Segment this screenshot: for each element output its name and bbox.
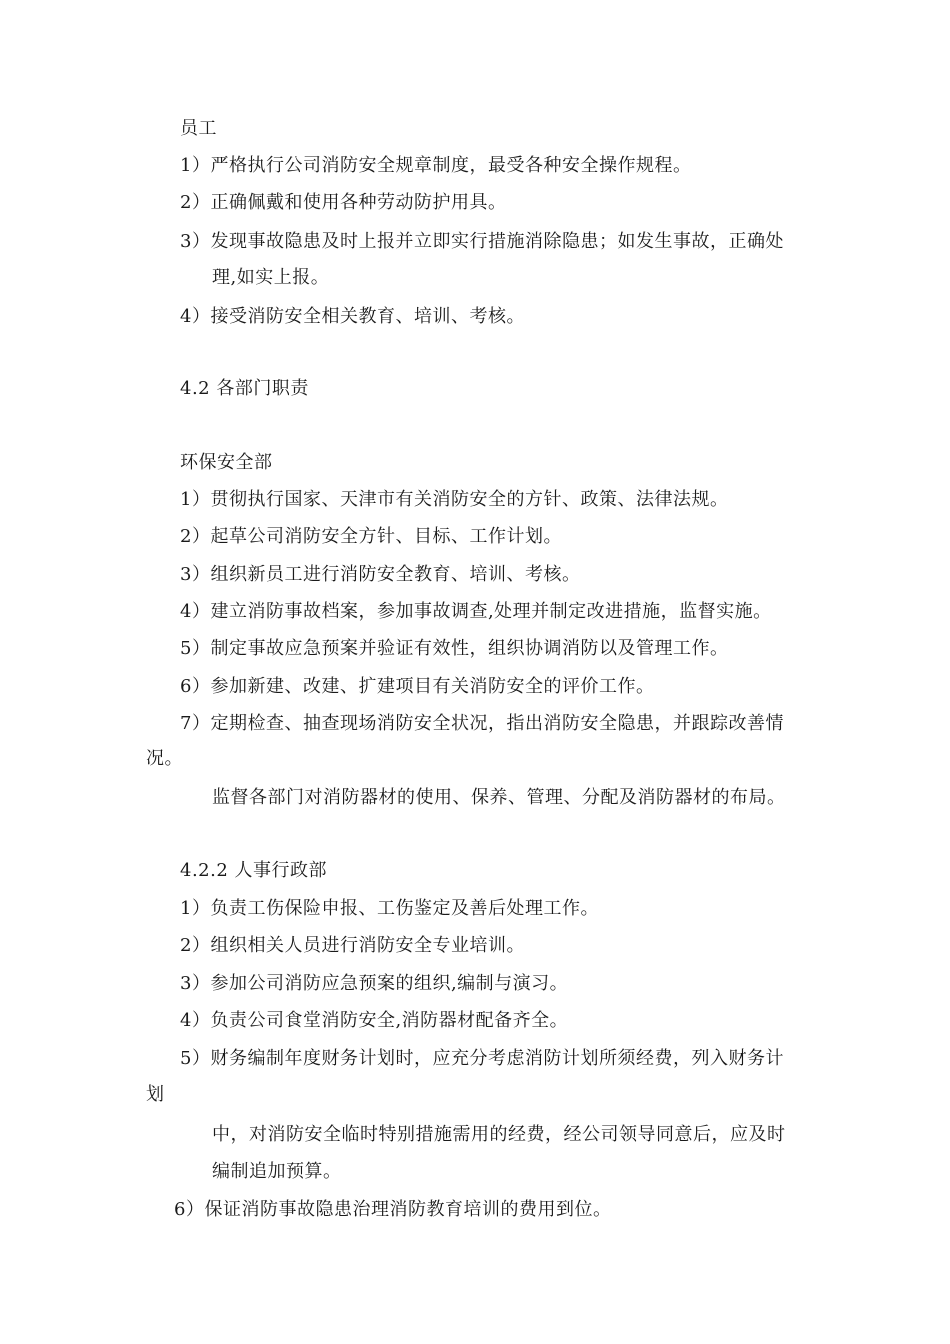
hr-admin-item-5-cont-2: 中，对消防安全临时特别措施需用的经费，经公司领导同意后，应及时 [212, 1124, 786, 1145]
hr-admin-heading: 4.2.2 人事行政部 [180, 860, 328, 881]
hr-admin-item-6: 6）保证消防事故隐患治理消防教育培训的费用到位。 [174, 1199, 612, 1220]
env-safety-item-7: 7）定期检查、抽查现场消防安全状况，指出消防安全隐患，并跟踪改善情 [180, 713, 784, 734]
staff-item-2: 2）正确佩戴和使用各种劳动防护用具。 [180, 192, 507, 213]
staff-item-3-continued: 理,如实上报。 [212, 267, 330, 288]
section-heading: 4.2 各部门职责 [180, 378, 309, 399]
staff-item-1: 1）严格执行公司消防安全规章制度，最受各种安全操作规程。 [180, 155, 692, 176]
hr-admin-item-4: 4）负责公司食堂消防安全,消防器材配备齐全。 [180, 1010, 569, 1031]
staff-heading: 员工 [180, 118, 217, 139]
env-safety-item-3: 3）组织新员工进行消防安全教育、培训、考核。 [180, 564, 581, 585]
staff-item-4: 4）接受消防安全相关教育、培训、考核。 [180, 306, 525, 327]
hr-admin-item-3: 3）参加公司消防应急预案的组织,编制与演习。 [180, 973, 569, 994]
hr-admin-item-1: 1）负责工伤保险申报、工伤鉴定及善后处理工作。 [180, 898, 599, 919]
hr-admin-item-5: 5）财务编制年度财务计划时，应充分考虑消防计划所须经费，列入财务计 [180, 1048, 784, 1069]
env-safety-item-1: 1）贯彻执行国家、天津市有关消防安全的方针、政策、法律法规。 [180, 489, 729, 510]
env-safety-item-7-continued: 况。 [146, 748, 183, 769]
env-safety-item-2: 2）起草公司消防安全方针、目标、工作计划。 [180, 526, 562, 547]
hr-admin-item-5-cont-3: 编制追加预算。 [212, 1161, 342, 1182]
env-safety-heading: 环保安全部 [180, 452, 273, 473]
hr-admin-item-5-cont-1: 划 [146, 1084, 165, 1105]
env-safety-item-8: 监督各部门对消防器材的使用、保养、管理、分配及消防器材的布局。 [212, 787, 786, 808]
staff-item-3: 3）发现事故隐患及时上报并立即实行措施消除隐患；如发生事故，正确处 [180, 231, 784, 252]
hr-admin-item-2: 2）组织相关人员进行消防安全专业培训。 [180, 935, 525, 956]
env-safety-item-5: 5）制定事故应急预案并验证有效性，组织协调消防以及管理工作。 [180, 638, 729, 659]
env-safety-item-6: 6）参加新建、改建、扩建项目有关消防安全的评价工作。 [180, 676, 655, 697]
env-safety-item-4: 4）建立消防事故档案，参加事故调查,处理并制定改进措施，监督实施。 [180, 601, 772, 622]
